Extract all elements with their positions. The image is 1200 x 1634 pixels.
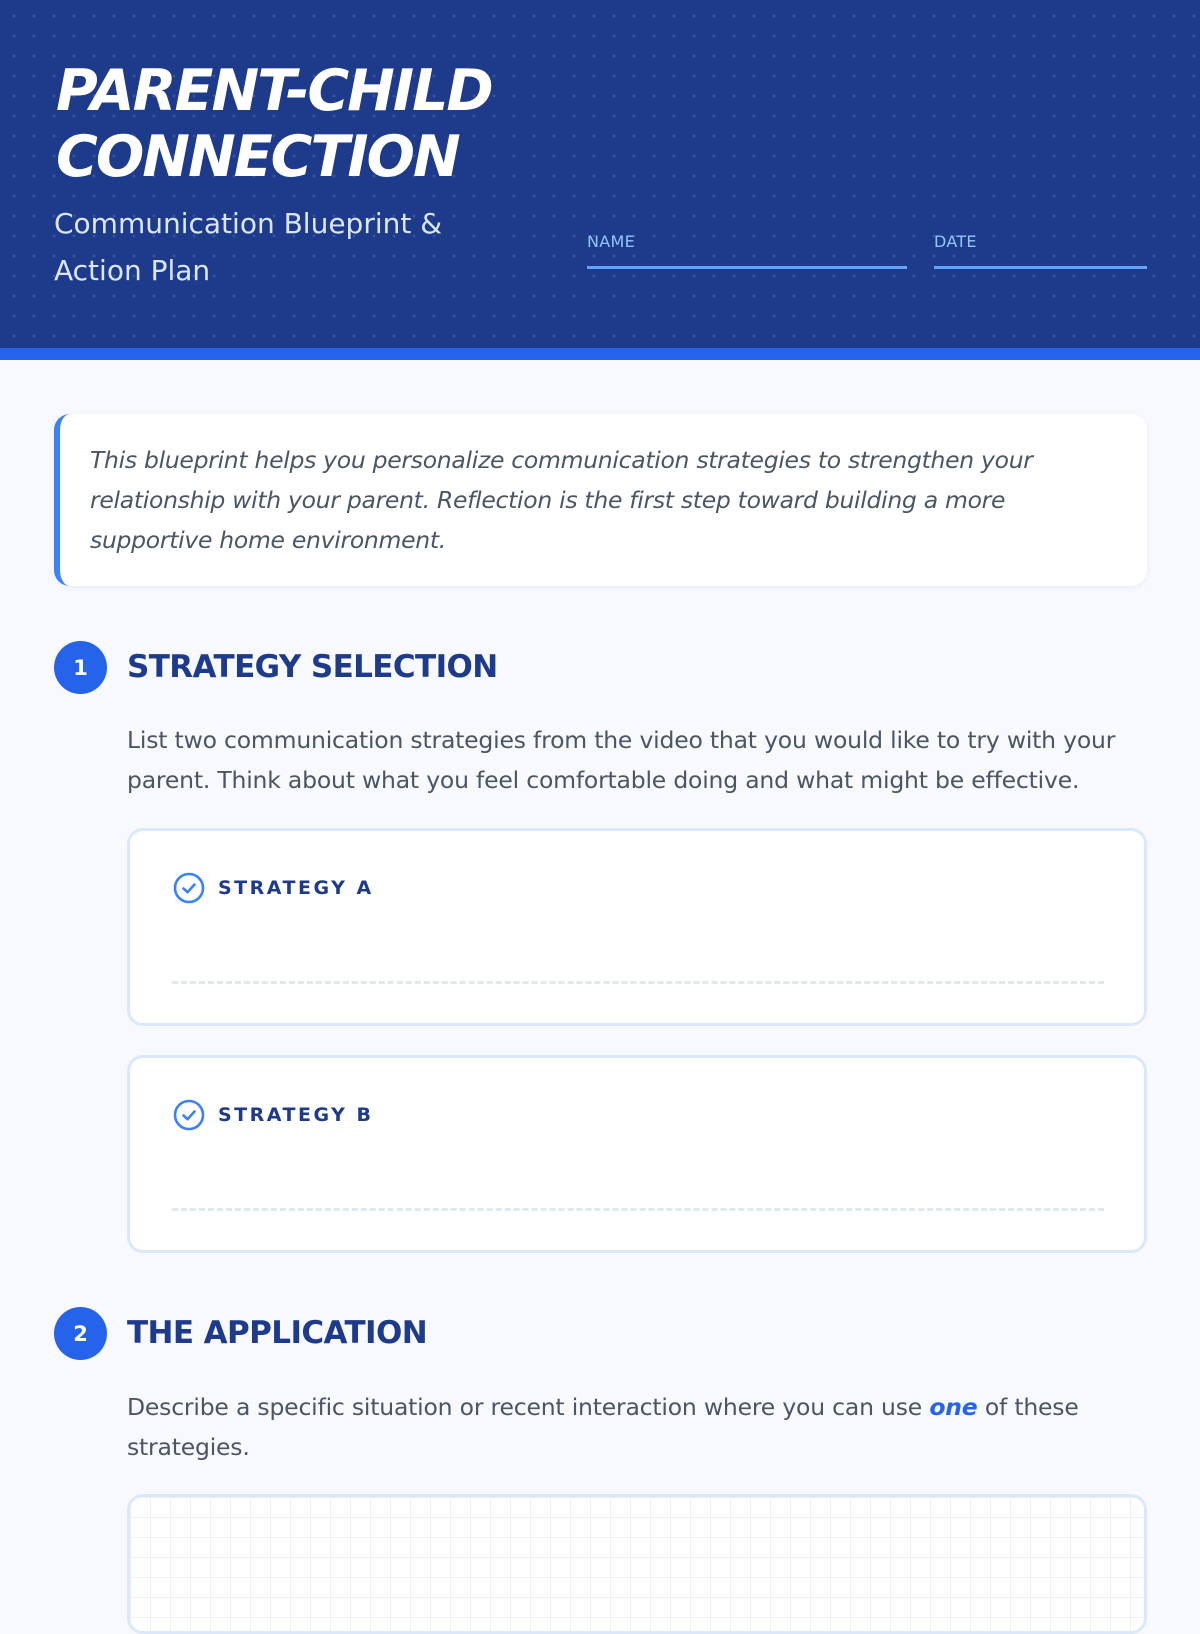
strategy-a-label: STRATEGY A: [218, 877, 374, 899]
section-2-title: THE APPLICATION: [127, 1315, 428, 1351]
name-field[interactable]: [587, 232, 907, 269]
header-accent-bar: [0, 348, 1200, 360]
section-2-number-badge: 2: [54, 1307, 107, 1360]
section-2-desc-start: Describe a specific situation or recent interaction where you can use: [127, 1393, 930, 1421]
page-title: [56, 58, 492, 190]
page-subtitle: Communication Blueprint & Action Plan: [54, 207, 443, 287]
name-label: NAME: [587, 232, 636, 251]
intro-text: This blueprint helps you personalize communication strategies to strengthen your relationship with your parent. Reflection is the first step toward building a more supportive home environment.: [90, 446, 1033, 554]
section-1-title: STRATEGY SELECTION: [127, 649, 498, 685]
title-line-2: CONNECTION: [56, 124, 459, 190]
application-answer-box[interactable]: [127, 1494, 1147, 1634]
check-circle-icon: [172, 1098, 206, 1132]
check-circle-icon: [172, 871, 206, 905]
intro-callout: [54, 414, 1147, 586]
date-field[interactable]: [934, 232, 1147, 269]
strategy-b-answer-line[interactable]: [172, 1208, 1104, 1211]
section-2-description: [127, 1387, 1157, 1467]
date-label: DATE: [934, 232, 977, 251]
section-1-description: List two communication strategies from the video that you would like to try with your parent. Think about what you feel comfortable doing and what might be effective.: [127, 726, 1116, 794]
page-header: [0, 0, 1200, 348]
strategy-b-label: STRATEGY B: [218, 1104, 374, 1126]
section-2-desc-end: of these strategies.: [127, 1393, 1079, 1461]
strategy-b-card[interactable]: [127, 1055, 1147, 1253]
section-2-desc-emphasis: one: [929, 1393, 978, 1421]
section-1-number-badge: 1: [54, 641, 107, 694]
title-line-1: PARENT-CHILD: [56, 58, 492, 124]
strategy-a-answer-line[interactable]: [172, 981, 1104, 984]
strategy-a-card[interactable]: [127, 828, 1147, 1026]
